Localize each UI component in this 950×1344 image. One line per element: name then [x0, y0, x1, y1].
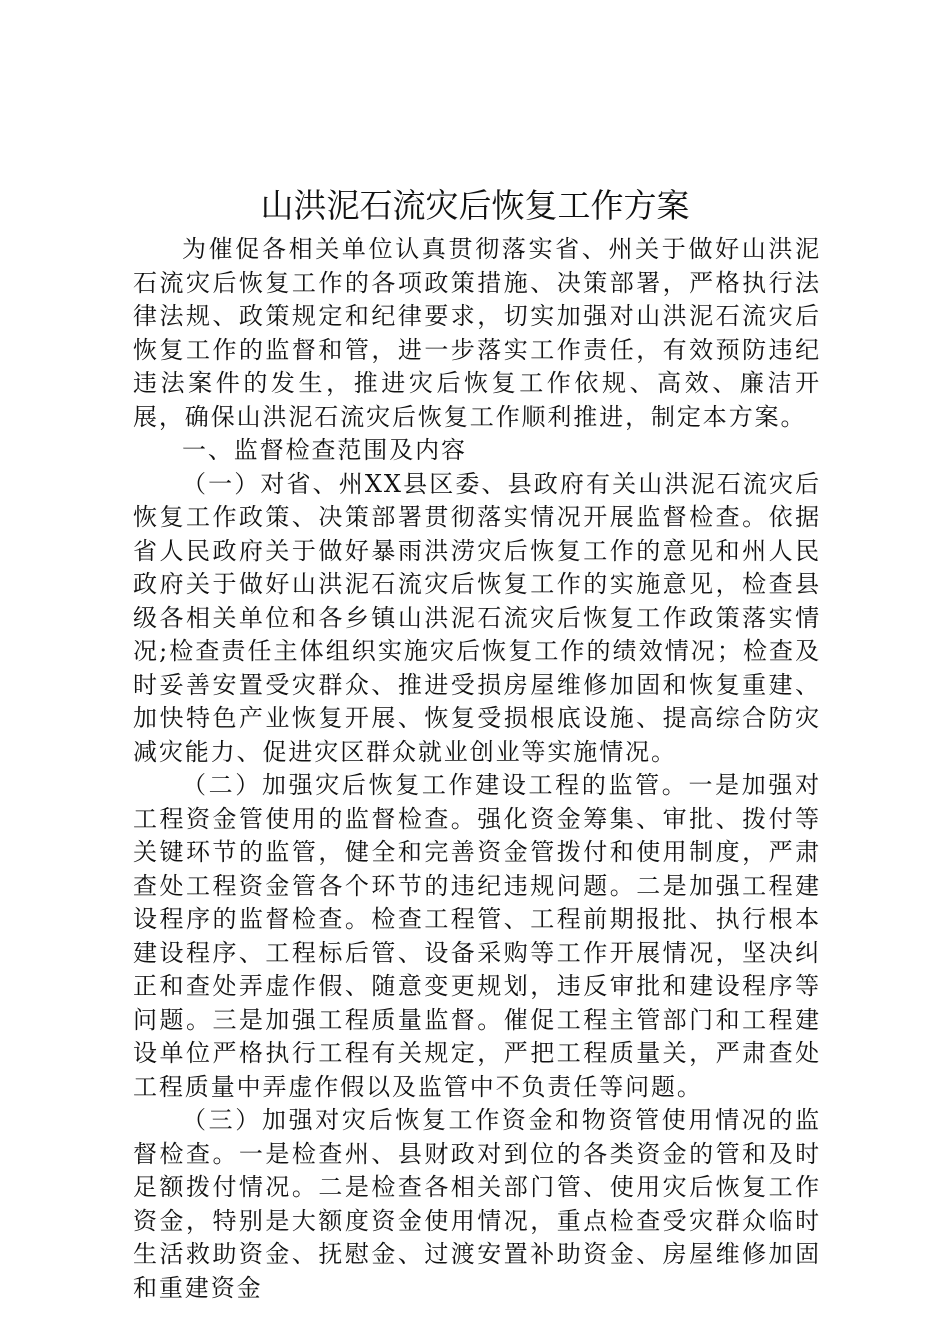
section-heading: 一、监督检查范围及内容	[182, 436, 467, 464]
document-title: 山洪泥石流灾后恢复工作方案	[260, 186, 690, 225]
body-paragraph: （一）对省、州XX县区委、县政府有关山洪泥石流灾后恢复工作政策、决策部署贯彻落实情况开展监督检查。依据省人民政府关于做好暴雨洪涝灾后恢复工作的意见和州人民政府关于做好山洪泥石流灾后恢复工作的实施意见，检查县级各相关单位和各乡镇山洪泥石流灾后恢复工作政策落实情况;检查责任主体组织实施灾后恢复工作的绩效情况；检查及时妥善安置受灾群众、推进受损房屋维修加固和恢复重建、加快特色产业恢复开展、恢复受损根底设施、提高综合防灾减灾能力、促进灾区群众就业创业等实施情况。	[133, 469, 821, 766]
document-body	[133, 233, 821, 1305]
intro-paragraph: 为催促各相关单位认真贯彻落实省、州关于做好山洪泥石流灾后恢复工作的各项政策措施、决策部署，严格执行法律法规、政策规定和纪律要求，切实加强对山洪泥石流灾后恢复工作的监督和管，进一步落实工作责任，有效预防违纪违法案件的发生，推进灾后恢复工作依规、高效、廉洁开展，确保山洪泥石流灾后恢复工作顺利推进，制定本方案。	[133, 235, 821, 431]
body-paragraph: （二）加强灾后恢复工作建设工程的监管。一是加强对工程资金管使用的监督检查。强化资金筹集、审批、拨付等关键环节的监管，健全和完善资金管拨付和使用制度，严肃查处工程资金管各个环节的违纪违规问题。二是加强工程建设程序的监督检查。检查工程管、工程前期报批、执行根本建设程序、工程标后管、设备采购等工作开展情况，坚决纠正和查处弄虚作假、随意变更规划，违反审批和建设程序等问题。三是加强工程质量监督。催促工程主管部门和工程建设单位严格执行工程有关规定，严把工程质量关，严肃查处工程质量中弄虚作假以及监管中不负责任等问题。	[133, 771, 821, 1101]
body-paragraph: （三）加强对灾后恢复工作资金和物资管使用情况的监督检查。一是检查州、县财政对到位的各类资金的管和及时足额拨付情况。二是检查各相关部门管、使用灾后恢复工作资金，特别是大额度资金使用情况，重点检查受灾群众临时生活救助资金、抚慰金、过渡安置补助资金、房屋维修加固和重建资金	[133, 1106, 821, 1302]
